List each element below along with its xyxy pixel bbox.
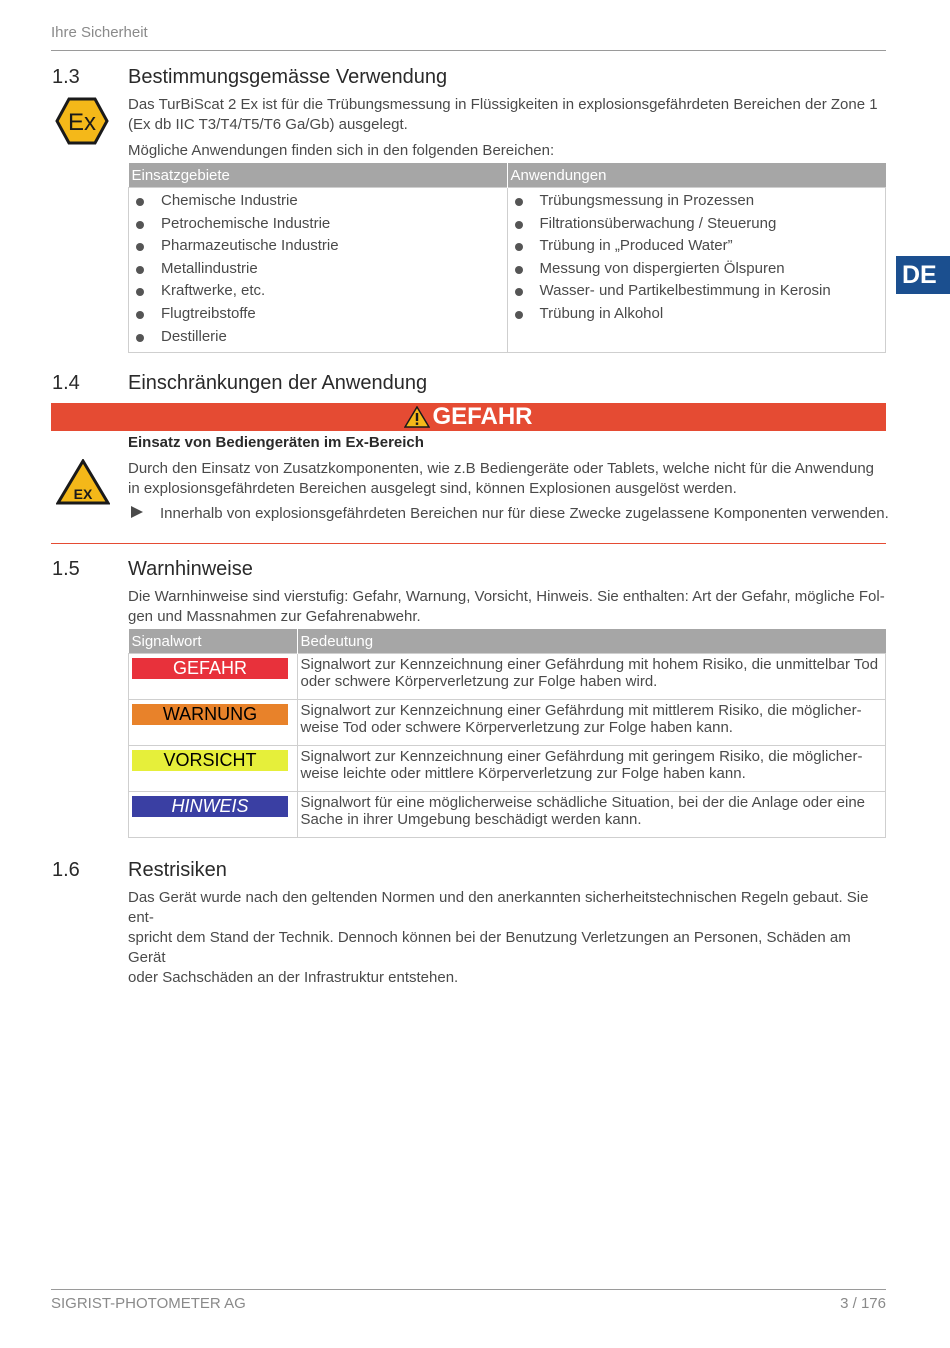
text-line: Signalwort zur Kennzeichnung einer Gefährdung mit mittlerem Risiko, die möglicher- [300, 702, 862, 719]
text-line: Die Warnhinweise sind vierstufig: Gefahr, Warnung, Vorsicht, Hinweis. Sie enthalten: Art der Gefahr, mögliche Fol- [128, 588, 885, 605]
text-line: oder Sachschäden an der Infrastruktur entstehen. [128, 969, 459, 986]
section-number: 1.3 [52, 66, 80, 88]
list-item: Pharmazeutische Industrie [132, 235, 504, 258]
table-header: Einsatzgebiete [129, 163, 508, 188]
industry-list [132, 190, 504, 348]
danger-banner [51, 403, 886, 431]
table-row [129, 792, 886, 838]
table-cell [297, 654, 886, 700]
section-title: Restrisiken [128, 859, 227, 881]
warning-triangle-icon [404, 406, 430, 428]
section-title: Warnhinweise [128, 558, 253, 580]
applications-table [128, 163, 886, 353]
list-item: Metallindustrie [132, 258, 504, 281]
list-item: Filtrationsüberwachung / Steuerung [511, 213, 883, 236]
table-row [129, 654, 886, 700]
text-line: Das Gerät wurde nach den geltenden Normen und den anerkannten sicherheitstechnischen Regeln gebaut. Sie ent- [128, 889, 869, 926]
table-header: Bedeutung [297, 629, 886, 654]
list-item: Petrochemische Industrie [132, 213, 504, 236]
section-title: Einschränkungen der Anwendung [128, 372, 428, 394]
footer-company: SIGRIST-PHOTOMETER AG [51, 1295, 246, 1312]
residual-risks-text [128, 888, 888, 988]
intended-use-text: Das TurBiScat 2 Ex ist für die Trübungsmessung in Flüssigkeiten in explosionsgefährdeten Bereichen der Zone 1 (Ex db IIC T3/T4/T5/T6 Ga/Gb) ausgelegt. [128, 96, 878, 133]
table-cell [129, 746, 298, 792]
page-number: 3 / 176 [840, 1295, 886, 1312]
list-item: Destillerie [132, 326, 504, 349]
section-number: 1.4 [52, 372, 80, 394]
signal-badge-notice: HINWEIS [132, 796, 288, 817]
list-item: Messung von dispergierten Ölspuren [511, 258, 883, 281]
text-line: spricht dem Stand der Technik. Dennoch können bei der Benutzung Verletzungen an Personen, Schäden am Gerät [128, 929, 851, 966]
table-cell [129, 700, 298, 746]
list-item: Chemische Industrie [132, 190, 504, 213]
text-line: Signalwort zur Kennzeichnung einer Gefährdung mit geringem Risiko, die möglicher- [300, 748, 863, 765]
section-number: 1.6 [52, 859, 80, 881]
running-header: Ihre Sicherheit [51, 24, 148, 41]
ex-icon-label: EX [73, 486, 93, 502]
ex-warning-icon [56, 459, 110, 510]
text-line: gen und Massnahmen zur Gefahrenabwehr. [128, 608, 421, 625]
signal-badge-danger: GEFAHR [132, 658, 288, 679]
danger-action: Innerhalb von explosionsgefährdeten Bereichen nur für diese Zwecke zugelassene Komponenten verwenden. [160, 505, 889, 522]
language-tab[interactable]: DE [896, 256, 950, 294]
table-row [129, 700, 886, 746]
table-header: Signalwort [129, 629, 298, 654]
danger-label: GEFAHR [432, 403, 533, 430]
signal-badge-caution: VORSICHT [132, 750, 288, 771]
section-title: Bestimmungsgemässe Verwendung [128, 66, 448, 88]
text-line: Signalwort für eine möglicherweise schädliche Situation, bei der die Anlage oder eine [300, 794, 866, 811]
danger-description: Durch den Einsatz von Zusatzkomponenten, wie z.B Bediengeräte oder Tablets, welche nicht für die Anwendung in explosionsgefährdeten Bereichen ausgelegt sind, können Explosionen ausgelöst werden. [128, 460, 875, 497]
table-header: Anwendungen [507, 163, 886, 188]
table-cell [129, 654, 298, 700]
svg-text:Ex: Ex [67, 109, 97, 136]
text-line: Signalwort zur Kennzeichnung einer Gefährdung mit hohem Risiko, die unmittelbar Tod [300, 656, 879, 673]
ex-hexagon-icon [55, 97, 109, 150]
text-line: weise leichte oder mittlere Körperverletzung zur Folge haben kann. [300, 765, 746, 782]
header-divider [51, 50, 886, 51]
list-item: Kraftwerke, etc. [132, 280, 504, 303]
warnings-intro [128, 587, 888, 627]
signal-badge-warning: WARNUNG [132, 704, 288, 725]
table-cell [129, 188, 508, 353]
table-cell [297, 700, 886, 746]
table-cell [129, 792, 298, 838]
list-item: Trübung in Alkohol [511, 303, 883, 326]
footer-divider [51, 1289, 886, 1290]
action-arrow-icon [130, 505, 144, 524]
list-item: Wasser- und Partikelbestimmung in Kerosin [511, 280, 883, 303]
applications-lead: Mögliche Anwendungen finden sich in den folgenden Bereichen: [128, 142, 555, 159]
list-item: Trübung in „Produced Water” [511, 235, 883, 258]
table-cell [507, 188, 886, 353]
text-line: Sache in ihrer Umgebung beschädigt werden kann. [300, 811, 642, 828]
table-cell [297, 746, 886, 792]
list-item: Flugtreibstoffe [132, 303, 504, 326]
danger-heading: Einsatz von Bediengeräten im Ex-Bereich [128, 434, 424, 451]
table-row [129, 746, 886, 792]
section-number: 1.5 [52, 558, 80, 580]
text-line: weise Tod oder schwere Körperverletzung zur Folge haben kann. [300, 719, 733, 736]
signal-word-table [128, 629, 886, 838]
list-item: Trübungsmessung in Prozessen [511, 190, 883, 213]
application-list [511, 190, 883, 326]
text-line: oder schwere Körperverletzung zur Folge haben wird. [300, 673, 658, 690]
danger-end-rule [51, 543, 886, 544]
table-cell [297, 792, 886, 838]
